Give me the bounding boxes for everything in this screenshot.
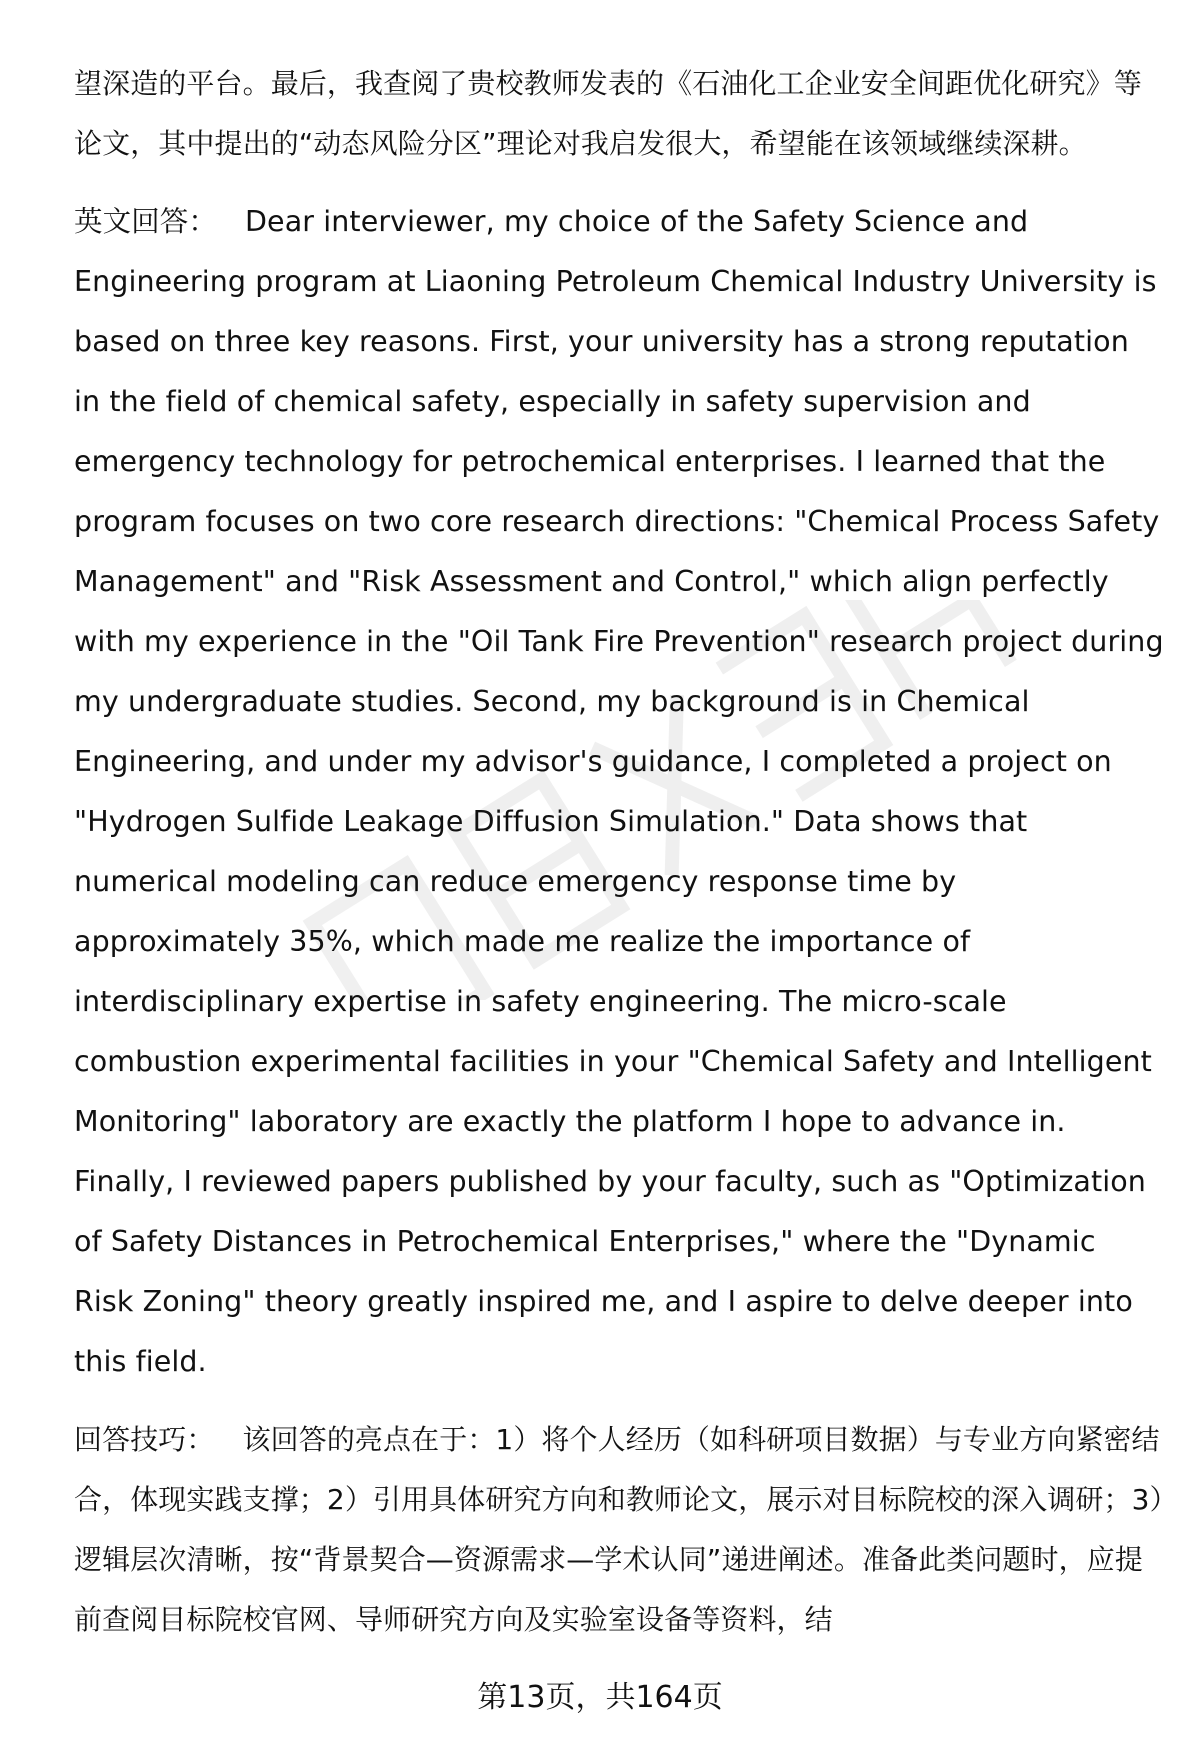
- paragraph-chinese-intro-tail: 望深造的平台。最后，我查阅了贵校教师发表的《石油化工企业安全间距优化研究》等论文，其中提出的“动态风险分区”理论对我启发很大，希望能在该领域继续深耕。: [74, 67, 1142, 160]
- paragraph-english-answer: [74, 192, 1164, 1392]
- answer-tips-label: 回答技巧：: [74, 1423, 215, 1456]
- document-page: [74, 54, 1164, 1650]
- page-number-footer: 第13页，共164页: [477, 1680, 723, 1715]
- english-answer-label: 英文回答：: [74, 205, 218, 238]
- answer-tips-body: 该回答的亮点在于：1）将个人经历（如科研项目数据）与专业方向紧密结合，体现实践支撑；2）引用具体研究方向和教师论文，展示对目标院校的深入调研；3）逻辑层次清晰，按“背景契合—资源需求—学术认同”递进阐述。准备此类问题时，应提前查阅目标院校官网、导师研究方向及实验室设备等资料，结: [74, 1423, 1164, 1636]
- english-answer-body: Dear interviewer, my choice of the Safety Science and Engineering program at Liaoning Petroleum Chemical Industry University is based on three key reasons. First, your university has a strong reputation in the field of chemical safety, especially in safety supervision and emergency technology for petrochemical enterprises. I learned that the program focuses on two core research directions: "Chemical Process Safety Management" and "Risk Assessment and Control," which align perfectly with my experience in the "Oil Tank Fire Prevention" research project during my undergraduate studies. Second, my background is in Chemical Engineering, and under my advisor's guidance, I completed a project on "Hydrogen Sulfide Leakage Diffusion Simulation." Data shows that numerical modeling can reduce emergency response time by approximately 35%, which made me realize the importance of interdisciplinary expertise in safety engineering. The micro-scale combustion experimental facilities in your "Chemical Safety and Intelligent Monitoring" laboratory are exactly the platform I hope to advance in. Finally, I reviewed papers published by your faculty, such as "Optimization of Safety Distances in Petrochemical Enterprises," where the "Dynamic Risk Zoning" theory greatly inspired me, and I aspire to delve deeper into this field.: [74, 205, 1164, 1378]
- paragraph-answer-tips: [74, 1410, 1164, 1650]
